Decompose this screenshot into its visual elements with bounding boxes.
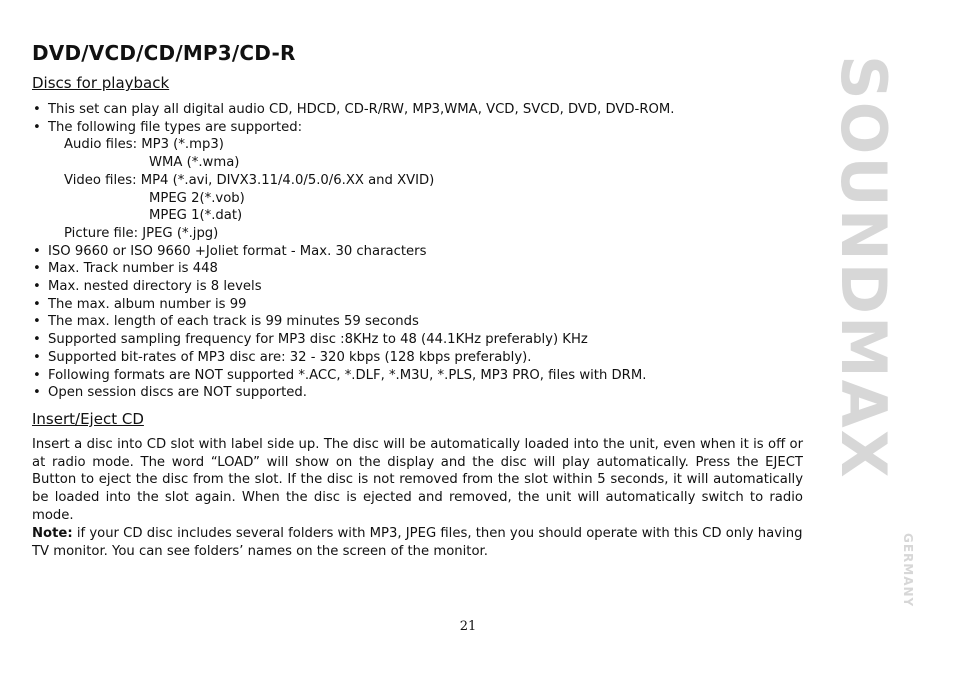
note-paragraph xyxy=(32,525,812,560)
list-item: • This set can play all digital audio CD, HDCD, CD-R/RW, MP3,WMA, VCD, SVCD, DVD, DVD-ROM. xyxy=(32,101,822,119)
note-label: Note: xyxy=(32,526,73,541)
page-number: 21 xyxy=(459,619,477,634)
list-item: • Max. nested directory is 8 levels xyxy=(32,278,822,296)
list-item: • Supported bit-rates of MP3 disc are: 32 - 320 kbps (128 kbps preferably). xyxy=(32,349,822,367)
list-item: • ISO 9660 or ISO 9660 +Joliet format - Max. 30 characters xyxy=(32,243,822,261)
brand-country: GERMANY xyxy=(901,533,915,608)
list-item: • The max. album number is 99 xyxy=(32,296,822,314)
page-title: DVD/VCD/CD/MP3/CD-R xyxy=(32,41,296,65)
insert-eject-paragraph: Insert a disc into CD slot with label side up. The disc will be automatically loaded into the unit, even when it is off or at radio mode. The word “LOAD” will show on the display and the disc will play automatically. Press the EJECT Button to eject the disc from the slot. If the disc is not removed from the slot within 5 seconds, it will automatically be loaded into the slot again. When the disc is ejected and removed, the unit will automatically switch to radio mode. xyxy=(32,437,803,523)
list-item: • Max. Track number is 448 xyxy=(32,260,822,278)
discs-bullet-list xyxy=(32,101,822,402)
picture-file-line: Picture file: JPEG (*.jpg) xyxy=(64,225,219,241)
list-item: • Following formats are NOT supported *.ACC, *.DLF, *.M3U, *.PLS, MP3 PRO, files with DRM. xyxy=(32,367,822,385)
discs-section-heading: Discs for playback xyxy=(32,74,170,92)
brand-logo xyxy=(827,55,915,615)
video-mpeg1-line: MPEG 1(*.dat) xyxy=(149,208,243,224)
note-text: if your CD disc includes several folders with MP3, JPEG files, then you should operate with this CD only having TV monitor. You can see folders’ names on the screen of the monitor. xyxy=(32,526,803,559)
list-item: • The following file types are supported: xyxy=(32,119,822,137)
video-mpeg2-line: MPEG 2(*.vob) xyxy=(149,190,245,206)
insert-section-heading: Insert/Eject CD xyxy=(32,410,144,428)
audio-wma-line: WMA (*.wma) xyxy=(149,155,240,171)
list-item: • Open session discs are NOT supported. xyxy=(32,384,822,402)
audio-files-line: Audio files: MP3 (*.mp3) xyxy=(64,137,224,153)
brand-name: SOUNDMAX xyxy=(827,55,900,480)
list-item: • Supported sampling frequency for MP3 disc :8KHz to 48 (44.1KHz preferably) KHz xyxy=(32,331,822,349)
video-files-line: Video files: MP4 (*.avi, DIVX3.11/4.0/5.0/6.XX and XVID) xyxy=(64,172,435,188)
list-item: • The max. length of each track is 99 minutes 59 seconds xyxy=(32,313,822,331)
